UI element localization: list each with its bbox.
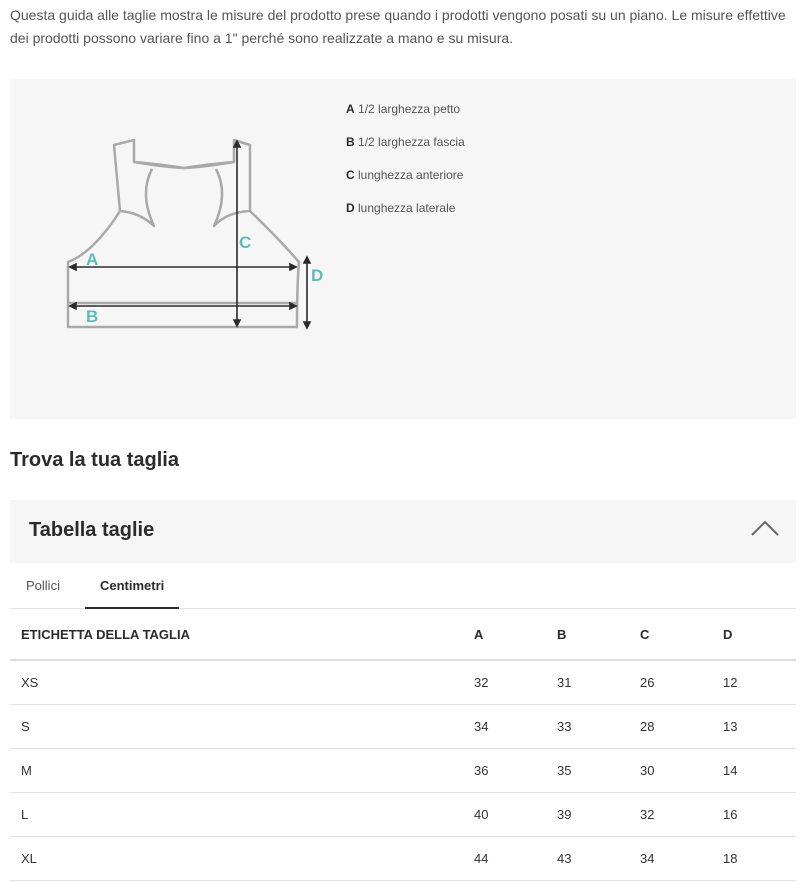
cell-d: 12: [723, 660, 796, 705]
marker-a: A: [86, 250, 99, 269]
legend-item-c: [346, 165, 465, 198]
tab-pollici[interactable]: Pollici: [26, 578, 60, 593]
unit-tabs: [10, 564, 796, 609]
cell-d: 14: [723, 749, 796, 793]
accordion-title: Tabella taglie: [29, 519, 155, 541]
garment-outline: [68, 140, 299, 327]
table-row: [10, 793, 796, 837]
cell-a: 40: [474, 793, 557, 837]
cell-a: 44: [474, 837, 557, 881]
cell-b: 43: [557, 837, 640, 881]
tab-centimetri[interactable]: Centimetri: [85, 564, 179, 609]
header-c: C: [640, 609, 723, 660]
header-size-label: ETICHETTA DELLA TAGLIA: [10, 609, 474, 660]
marker-b: B: [86, 307, 99, 326]
cell-c: 34: [640, 837, 723, 881]
cell-b: 33: [557, 705, 640, 749]
table-header-row: [10, 609, 796, 660]
measurement-legend: [346, 99, 465, 231]
cell-size: S: [10, 705, 474, 749]
table-row: [10, 705, 796, 749]
cell-a: 34: [474, 705, 557, 749]
legend-key: A: [346, 102, 355, 116]
size-table: [10, 609, 796, 881]
find-size-title: Trova la tua taglia: [10, 449, 179, 471]
legend-label: 1/2 larghezza fascia: [358, 135, 465, 149]
cell-size: XL: [10, 837, 474, 881]
legend-item-a: [346, 99, 465, 132]
cell-a: 32: [474, 660, 557, 705]
cell-size: XS: [10, 660, 474, 705]
marker-d: D: [311, 266, 324, 285]
header-d: D: [723, 609, 796, 660]
cell-a: 36: [474, 749, 557, 793]
bra-measurement-diagram: [64, 134, 334, 334]
marker-c: C: [239, 233, 252, 252]
cell-b: 39: [557, 793, 640, 837]
legend-item-d: [346, 198, 465, 231]
legend-item-b: [346, 132, 465, 165]
table-row: [10, 837, 796, 881]
legend-label: 1/2 larghezza petto: [358, 102, 461, 116]
chevron-up-icon[interactable]: [750, 519, 780, 537]
cell-b: 35: [557, 749, 640, 793]
legend-label: lunghezza laterale: [358, 201, 456, 215]
cell-d: 13: [723, 705, 796, 749]
legend-key: C: [346, 168, 355, 182]
intro-text: Questa guida alle taglie mostra le misure del prodotto prese quando i prodotti vengono posati su un piano. Le misure effettive dei prodotti possono variare fino a 1" perché sono realizzate a mano e su misura.: [10, 7, 786, 46]
legend-key: B: [346, 135, 355, 149]
cell-size: M: [10, 749, 474, 793]
cell-c: 30: [640, 749, 723, 793]
cell-c: 28: [640, 705, 723, 749]
header-a: A: [474, 609, 557, 660]
legend-key: D: [346, 201, 355, 215]
legend-label: lunghezza anteriore: [358, 168, 464, 182]
cell-size: L: [10, 793, 474, 837]
cell-d: 16: [723, 793, 796, 837]
cell-c: 32: [640, 793, 723, 837]
table-row: [10, 749, 796, 793]
size-diagram-panel: [10, 79, 796, 419]
table-row: [10, 660, 796, 705]
cell-c: 26: [640, 660, 723, 705]
size-chart-accordion-header[interactable]: [10, 500, 796, 563]
cell-b: 31: [557, 660, 640, 705]
header-b: B: [557, 609, 640, 660]
cell-d: 18: [723, 837, 796, 881]
